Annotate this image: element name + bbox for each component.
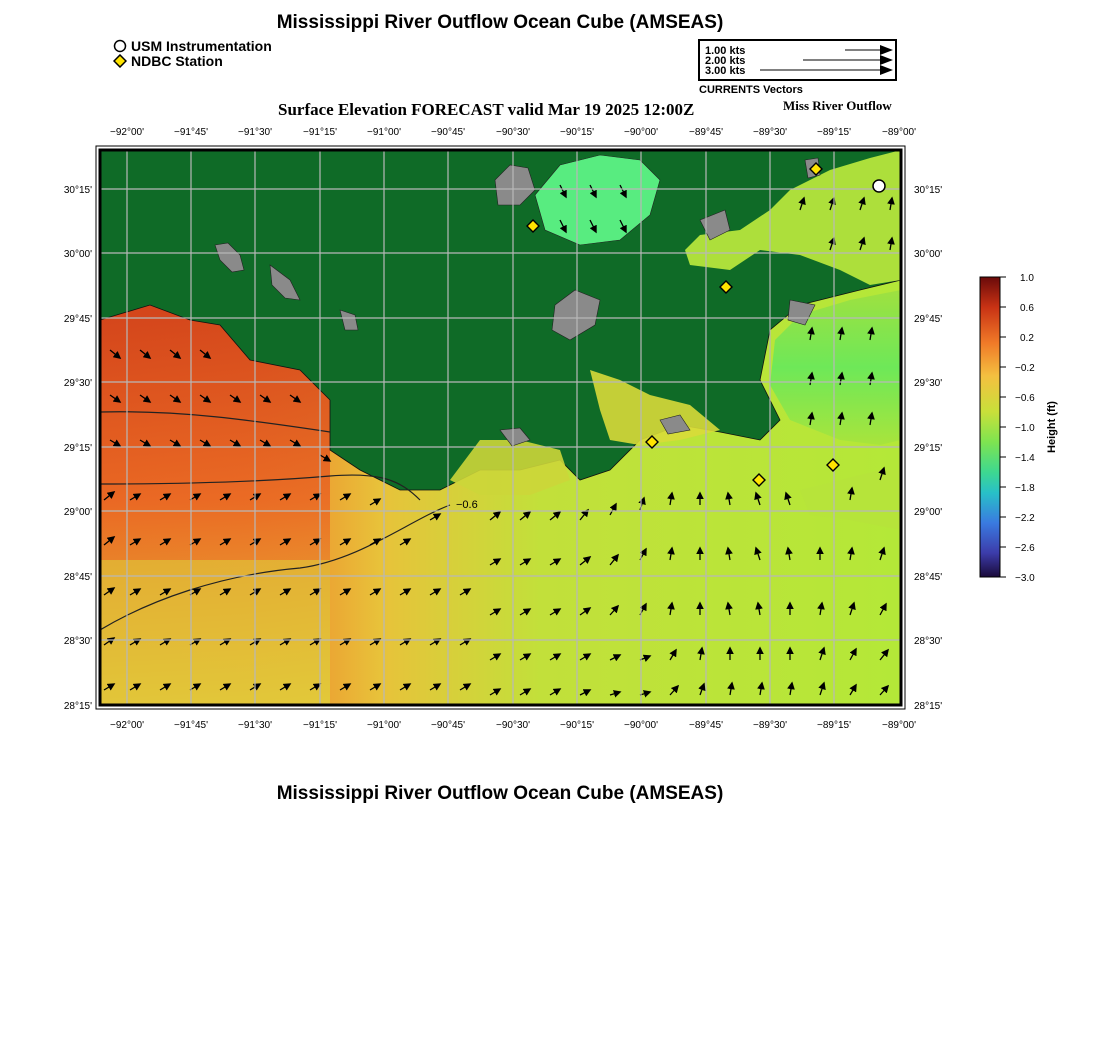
lon-label-bottom: −89°45': [689, 720, 723, 731]
lon-label-top: −90°00': [624, 127, 658, 138]
lon-label-bottom: −89°00': [882, 720, 916, 731]
lat-label-right: 30°15': [914, 185, 943, 196]
lat-label-right: 29°45': [914, 314, 943, 325]
lat-label-right: 28°30': [914, 636, 943, 647]
legend-usm-label: USM Instrumentation: [131, 38, 272, 54]
lon-label-bottom: −91°30': [238, 720, 272, 731]
colorbar-tick: −1.0: [1015, 423, 1035, 434]
lon-label-top: −91°15': [303, 127, 337, 138]
vector-key-title: CURRENTS Vectors: [699, 84, 803, 96]
colorbar-gradient: [980, 277, 1000, 577]
lat-label-left: 29°45': [63, 314, 92, 325]
lon-label-top: −91°45': [174, 127, 208, 138]
lat-label-right: 29°30': [914, 378, 943, 389]
lat-label-left: 28°15': [63, 701, 92, 712]
lon-label-top: −91°30': [238, 127, 272, 138]
vector-key-entry-2: 2.00 kts: [705, 55, 746, 67]
legend-usm: [113, 38, 272, 54]
lon-label-top: −90°15': [560, 127, 594, 138]
page-title: Mississippi River Outflow Ocean Cube (AMSEAS): [276, 12, 724, 33]
colorbar-tick: 0.6: [1020, 303, 1034, 314]
lon-label-bottom: −89°30': [753, 720, 787, 731]
lat-label-left: 28°45': [63, 572, 92, 583]
lon-label-top: −91°00': [367, 127, 401, 138]
colorbar-tick: −1.4: [1015, 453, 1035, 464]
ndbc-marker-icon: [113, 54, 127, 68]
lat-label-left: 29°30': [63, 378, 92, 389]
lat-label-left: 28°30': [63, 636, 92, 647]
lon-label-top: −89°15': [817, 127, 851, 138]
lon-label-bottom: −91°00': [367, 720, 401, 731]
lat-label-left: 30°15': [63, 185, 92, 196]
lon-label-bottom: −91°45': [174, 720, 208, 731]
usm-station-marker[interactable]: [873, 180, 885, 192]
region-label: Miss River Outflow: [783, 98, 892, 113]
colorbar-tick: 0.2: [1020, 333, 1034, 344]
vector-key-arrows: [700, 41, 895, 79]
lon-label-top: −92°00': [110, 127, 144, 138]
colorbar: [970, 270, 1070, 590]
footer-title: Mississippi River Outflow Ocean Cube (AMSEAS): [276, 783, 724, 804]
lon-label-top: −89°30': [753, 127, 787, 138]
lat-label-right: 28°45': [914, 572, 943, 583]
colorbar-title: Height (ft): [1046, 401, 1058, 453]
colorbar-tick: −1.8: [1015, 483, 1035, 494]
lon-label-top: −90°45': [431, 127, 465, 138]
lat-label-right: 28°15': [914, 701, 943, 712]
lon-label-bottom: −92°00': [110, 720, 144, 731]
colorbar-tick: −2.2: [1015, 513, 1035, 524]
colorbar-tick: −0.6: [1015, 393, 1035, 404]
legend-ndbc: [113, 53, 223, 69]
forecast-subtitle: Surface Elevation FORECAST valid Mar 19 2025 12:00Z: [278, 100, 695, 119]
lon-label-bottom: −90°45': [431, 720, 465, 731]
lat-label-left: 29°15': [63, 443, 92, 454]
lat-label-left: 30°00': [63, 249, 92, 260]
lon-label-bottom: −90°00': [624, 720, 658, 731]
usm-marker-icon: [113, 39, 127, 53]
lon-label-bottom: −91°15': [303, 720, 337, 731]
contour-label: −0.6: [456, 499, 478, 511]
lon-label-bottom: −90°30': [496, 720, 530, 731]
colorbar-tick: −3.0: [1015, 573, 1035, 584]
vector-key: [698, 39, 897, 81]
vector-key-entry-1: 1.00 kts: [705, 45, 746, 57]
lon-label-top: −90°30': [496, 127, 530, 138]
vector-key-entry-3: 3.00 kts: [705, 65, 746, 77]
lat-label-right: 29°00': [914, 507, 943, 518]
colorbar-tick: −0.2: [1015, 363, 1035, 374]
colorbar-tick: −2.6: [1015, 543, 1035, 554]
lat-label-right: 30°00': [914, 249, 943, 260]
legend-ndbc-label: NDBC Station: [131, 53, 223, 69]
lon-label-bottom: −90°15': [560, 720, 594, 731]
colorbar-tick: 1.0: [1020, 273, 1034, 284]
lat-label-right: 29°15': [914, 443, 943, 454]
lon-label-top: −89°00': [882, 127, 916, 138]
lon-label-bottom: −89°15': [817, 720, 851, 731]
forecast-map: [0, 115, 960, 745]
lat-label-left: 29°00': [63, 507, 92, 518]
lon-label-top: −89°45': [689, 127, 723, 138]
